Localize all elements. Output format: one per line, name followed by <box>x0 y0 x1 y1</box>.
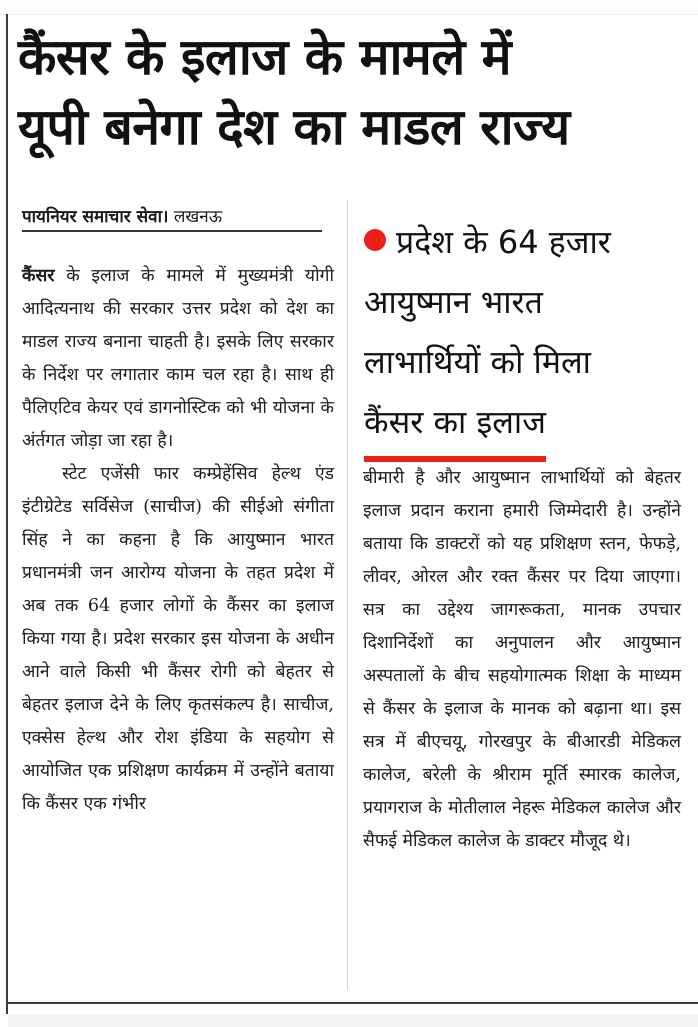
page-top-edge <box>0 0 698 15</box>
sidebar-line-3: लाभार्थियों को मिला <box>364 343 591 381</box>
headline-line-1: कैंसर के इलाज के मामले में <box>18 28 512 86</box>
byline-location: लखनऊ <box>173 207 223 227</box>
sidebar-line-4 <box>364 392 684 462</box>
headline <box>18 22 690 162</box>
article-paragraph-2: स्टेट एजेंसी फार कम्प्रेहेंसिव हेल्थ एंड इंटीग्रेटेड सर्विसेज (साचीज) की सीईओ संगीता सिंह ने का कहना है कि आयुष्मान भारत प्रधानमंत्री जन आरोग्य योजना के तहत प्रदेश में अब तक 64 हजार लोगों के कैंसर का इलाज किया गया है। प्रदेश सरकार इस योजना के अधीन आने वाले किसी भी कैंसर रोगी को बेहतर से बेहतर इलाज देने के लिए कृतसंकल्प है। साचीज, एक्सेस हेल्थ और रोश इंडिया के सहयोग से आयोजित एक प्रशिक्षण कार्यक्रम में उन्होंने बताया कि कैंसर एक गंभीर <box>22 464 334 814</box>
sidebar-line-4-text: कैंसर का इलाज <box>364 392 546 462</box>
sidebar-line-1 <box>364 212 684 272</box>
sidebar-line-1-text: प्रदेश के 64 हजार <box>396 223 611 261</box>
article-column-left <box>22 260 334 821</box>
byline <box>22 204 322 232</box>
headline-line-2: यूपी बनेगा देश का माडल राज्य <box>18 98 570 156</box>
article-paragraph-1 <box>22 260 334 458</box>
column-divider <box>347 200 348 990</box>
byline-agency: पायनियर समाचार सेवा। <box>22 207 169 227</box>
article-column-right <box>363 462 681 858</box>
next-article-edge <box>8 1014 698 1027</box>
lead-word: कैंसर <box>22 266 55 286</box>
sidebar-line-2: आयुष्मान भारत <box>364 283 543 321</box>
bottom-border-rule <box>8 1002 698 1004</box>
paragraph-1-text: के इलाज के मामले में मुख्यमंत्री योगी आदित्यनाथ की सरकार उत्तर प्रदेश को देश का माडल राज्य बनाना चाहती है। इसके लिए सरकार के निर्देश पर लगातार काम चल रहा है। साथ ही पैलिएटिव केयर एवं डागनोस्टिक को भी योजना के अंर्तगत जोड़ा जा रहा है। <box>22 266 334 451</box>
red-bullet-icon <box>364 229 386 251</box>
left-border-rule <box>6 14 8 1014</box>
highlight-sidebar <box>364 212 684 462</box>
article-paragraph-3: बीमारी है और आयुष्मान लाभार्थियों को बेहतर इलाज प्रदान कराना हमारी जिम्मेदारी है। उन्होंने बताया कि डाक्टरों को यह प्रशिक्षण स्तन, फेफड़े, लीवर, ओरल और रक्त कैंसर पर दिया जाएगा। सत्र का उद्देश्य जागरूकता, मानक उपचार दिशानिर्देशों का अनुपालन और आयुष्मान अस्पतालों के बीच सहयोगात्मक शिक्षा के माध्यम से कैंसर के इलाज के मानक को बढ़ाना था। इस सत्र में बीएचयू, गोरखपुर के बीआरडी मेडिकल कालेज, बरेली के श्रीराम मूर्ति स्मारक कालेज, प्रयागराज के मोतीलाल नेहरू मेडिकल कालेज और सैफई मेडिकल कालेज के डाक्टर मौजूद थे। <box>363 468 681 851</box>
